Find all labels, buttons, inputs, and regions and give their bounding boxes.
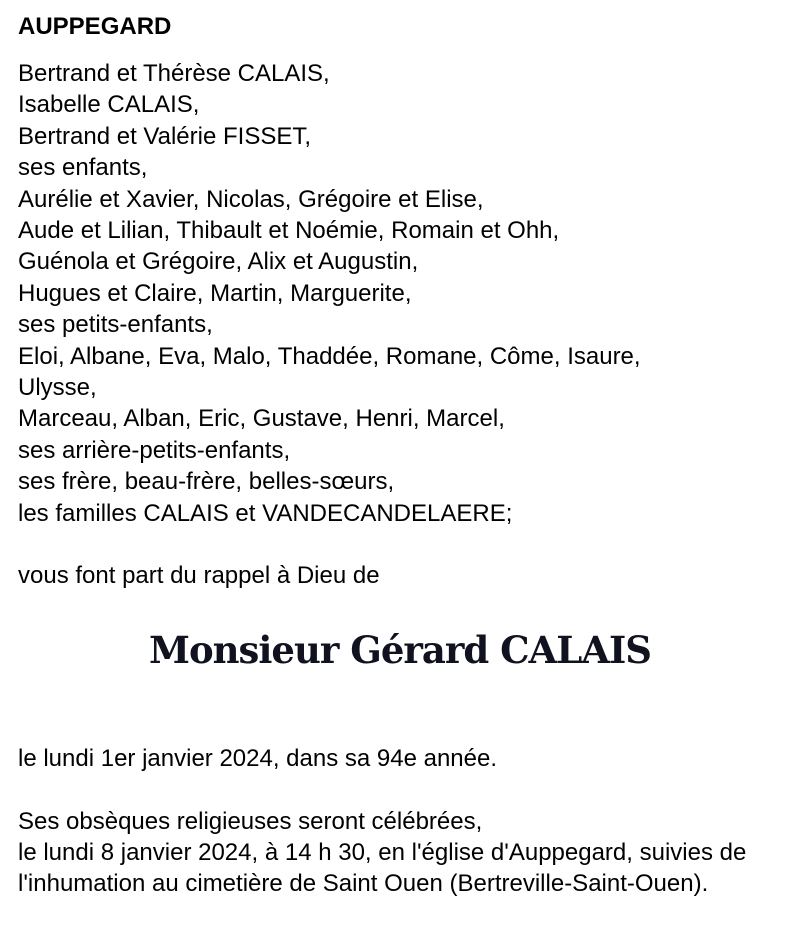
announcement-intro: vous font part du rappel à Dieu de: [18, 562, 380, 589]
family-line: Hugues et Claire, Martin, Marguerite,: [18, 279, 412, 307]
family-line: Aude et Lilian, Thibault et Noémie, Romain et Ohh,: [18, 217, 560, 245]
family-line: ses arrière-petits-enfants,: [18, 436, 291, 464]
family-line: ses frère, beau-frère, belles-sœurs,: [18, 468, 395, 496]
town-heading: AUPPEGARD: [18, 13, 172, 40]
family-line: Guénola et Grégoire, Alix et Augustin,: [18, 248, 419, 276]
funeral-details: [18, 806, 793, 899]
family-line: ses petits-enfants,: [18, 311, 213, 339]
family-line: Bertrand et Thérèse CALAIS,: [18, 60, 330, 87]
family-line: les familles CALAIS et VANDECANDELAERE;: [18, 499, 513, 527]
family-line: Eloi, Albane, Eva, Malo, Thaddée, Romane, Côme, Isaure,: [18, 342, 641, 370]
funeral-line-1: Ses obsèques religieuses seront célébrées,: [18, 808, 483, 835]
death-date: le lundi 1er janvier 2024, dans sa 94e année.: [18, 745, 498, 772]
deceased-name: Monsieur Gérard CALAIS: [149, 628, 651, 672]
family-line: Isabelle CALAIS,: [18, 91, 200, 119]
family-line: Aurélie et Xavier, Nicolas, Grégoire et Elise,: [18, 185, 484, 213]
family-line: Ulysse,: [18, 374, 97, 402]
family-line: Bertrand et Valérie FISSET,: [18, 122, 312, 150]
family-line: Marceau, Alban, Eric, Gustave, Henri, Marcel,: [18, 405, 505, 433]
family-list: [18, 58, 641, 529]
family-line: ses enfants,: [18, 154, 148, 182]
funeral-line-2: le lundi 8 janvier 2024, à 14 h 30, en l'église d'Auppegard, suivies de l'inhumation au cimetière de Saint Ouen (Bertreville-Saint-Ouen).: [18, 839, 747, 897]
